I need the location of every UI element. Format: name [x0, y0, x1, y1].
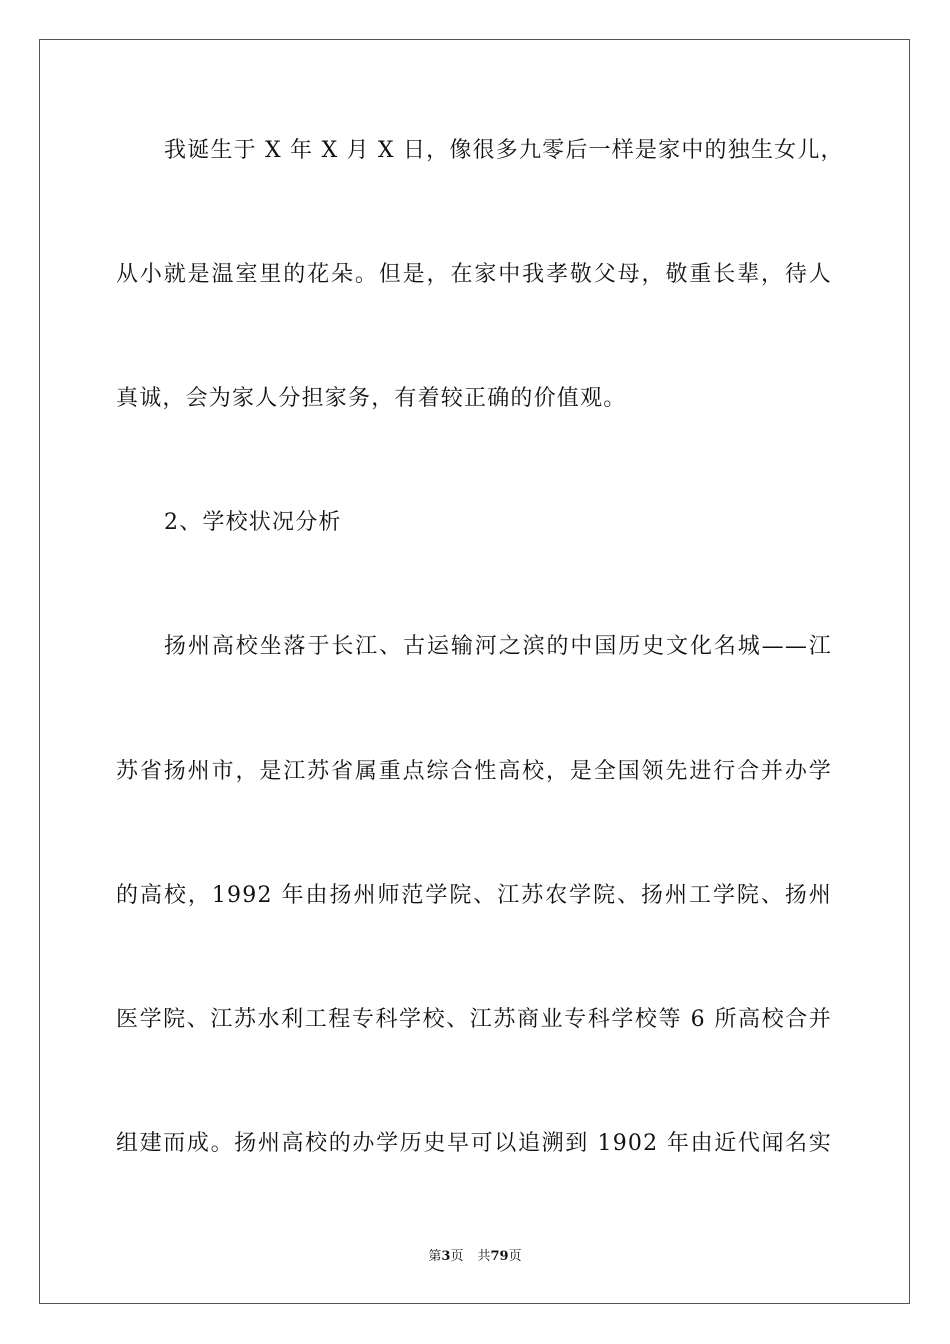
paragraph-line: 苏省扬州市，是江苏省属重点综合性高校，是全国领先进行合并办学: [116, 759, 832, 784]
footer-page-number: 3: [441, 1249, 451, 1264]
footer-page-suffix: 页: [450, 1249, 464, 1264]
footer-page-prefix: 第: [428, 1249, 442, 1264]
paragraph-line: 的高校，1992 年由扬州师范学院、江苏农学院、扬州工学院、扬州: [116, 883, 832, 908]
footer-total-prefix: 共: [477, 1249, 491, 1264]
paragraph-line: 从小就是温室里的花朵。但是，在家中我孝敬父母，敬重长辈，待人: [116, 262, 832, 287]
paragraph-line: 组建而成。扬州高校的办学历史早可以追溯到 1902 年由近代闻名实: [116, 1131, 832, 1156]
paragraph-line: 医学院、江苏水利工程专科学校、江苏商业专科学校等 6 所高校合并: [116, 1007, 832, 1032]
page-footer: [0, 1248, 950, 1266]
footer-total-pages: 79: [490, 1249, 509, 1264]
page-border: [39, 39, 910, 1304]
footer-total-suffix: 页: [508, 1249, 522, 1264]
section-heading: 2、学校状况分析: [164, 510, 342, 535]
paragraph-line: 真诚，会为家人分担家务，有着较正确的价值观。: [116, 386, 627, 411]
paragraph-line: 扬州高校坐落于长江、古运输河之滨的中国历史文化名城——江: [164, 634, 832, 659]
paragraph-line: 我诞生于 X 年 X 月 X 日，像很多九零后一样是家中的独生女儿，: [164, 138, 844, 163]
